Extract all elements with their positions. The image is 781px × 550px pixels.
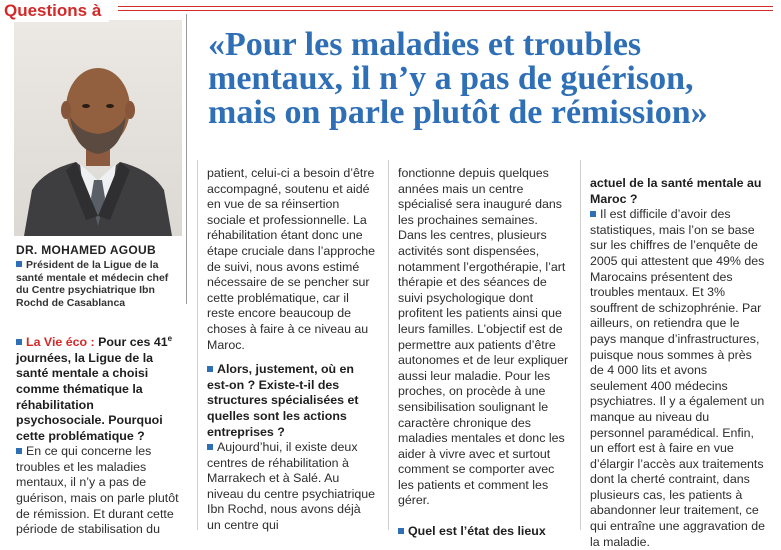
portrait-frame-rule	[186, 14, 187, 304]
kicker-rule	[118, 6, 773, 11]
bullet-square-icon	[16, 261, 22, 267]
question-1: La Vie éco : Pour ces 41e journées, la Ligue de la santé mentale a choisi comme thématique la réhabilitation psychosociale. Pourquoi cette problématique ?	[16, 334, 173, 443]
interviewee-name: DR. MOHAMED AGOUB	[16, 243, 156, 257]
column-divider	[197, 160, 198, 530]
bullet-square-icon	[590, 211, 596, 217]
article-column-3	[398, 166, 570, 540]
bullet-square-icon	[207, 366, 213, 372]
bullet-square-icon	[207, 444, 213, 450]
question-3-part-2: actuel de la santé mentale au Maroc ?	[590, 176, 762, 206]
column-divider	[580, 160, 581, 530]
article-column-2	[207, 166, 377, 534]
question-2: Alors, justement, où en est-on ? Existe-t-il des structures spécialisées et quelles sont les actions entreprises ?	[207, 362, 359, 439]
portrait-illustration	[14, 20, 182, 236]
answer-1-part-1: En ce qui concerne les troubles et les maladies mentaux, il n’y a pas de guérison, mais on parle plutôt de rémission. Et durant cette période de stabilisation du	[16, 444, 179, 537]
bullet-square-icon	[398, 528, 404, 534]
answer-2-part-1: Aujourd’hui, il existe deux centres de réhabilitation à Marrakech et à Salé. Au niveau du centre psychiatrique Ibn Rochd, nous avons déjà un centre qui	[207, 440, 376, 533]
article-column-4	[590, 176, 765, 550]
article-column-1	[16, 331, 186, 538]
bullet-square-icon	[16, 339, 22, 345]
kicker-label: Questions à	[0, 0, 109, 22]
interviewee-description: Président de la Ligue de la santé mentale et médecin chef du Centre psychiatrique Ibn Rochd de Casablanca	[16, 259, 169, 309]
question-tag: La Vie éco :	[26, 335, 95, 350]
answer-1-part-2: patient, celui-ci a besoin d’être accompagné, soutenu et aidé en vue de sa réinsertion sociale et professionnelle. La réhabilitation étant donc une étape cruciale dans l’approche de suivi, nous avons estimé nécessaire de se pencher sur cette problématique, car il reste encore beaucoup de choses à faire à ce niveau au Maroc.	[207, 166, 376, 352]
answer-2-part-2: fonctionne depuis quelques années mais un centre spécialisé sera inauguré dans les prochaines semaines. Dans les centres, plusieurs activités sont dispensées, notamment l’ergothérapie, l’art thérapie et des séances de suivi psychologique dont profitent les patients ainsi que leurs familles. L’objectif est de permettre aux patients d’être autonomes et de leur expliquer aussi leur maladie. Pour les proches, on procède à une sensibilisation soulignant le caractère chronique des maladies mentales et donc les aider à vivre avec et surtout comment se comporter avec les patients et comment les gérer.	[398, 166, 569, 508]
question-3-part-1: Quel est l’état des lieux	[398, 524, 570, 540]
headline: «Pour les maladies et troubles mentaux, il n’y a pas de guérison, mais on parle plutôt de rémission»	[208, 26, 708, 131]
bullet-square-icon	[16, 448, 22, 454]
portrait-photo	[14, 20, 182, 236]
column-divider	[388, 160, 389, 530]
answer-3: Il est difficile d’avoir des statistiques, mais l’on se base sur les chiffres de l’enquête de 2005 qui attestent que 49% des Marocains présentent des troubles mentaux. Et 3% souffrent de schizophrénie. Par ailleurs, on retiendra que le pays manque d’infrastructures, puisque nous sommes à près de 4 000 lits et avons seulement 400 médecins psychiatres. Il y a également un manque au niveau du personnel paramédical. Enfin, un effort est à faire en vue d’élargir l’accès aux traitements dont la cherté contraint, dans plusieurs cas, les patients à abandonner leur traitement, ce qui entraîne une aggravation de la maladie.	[590, 207, 765, 549]
